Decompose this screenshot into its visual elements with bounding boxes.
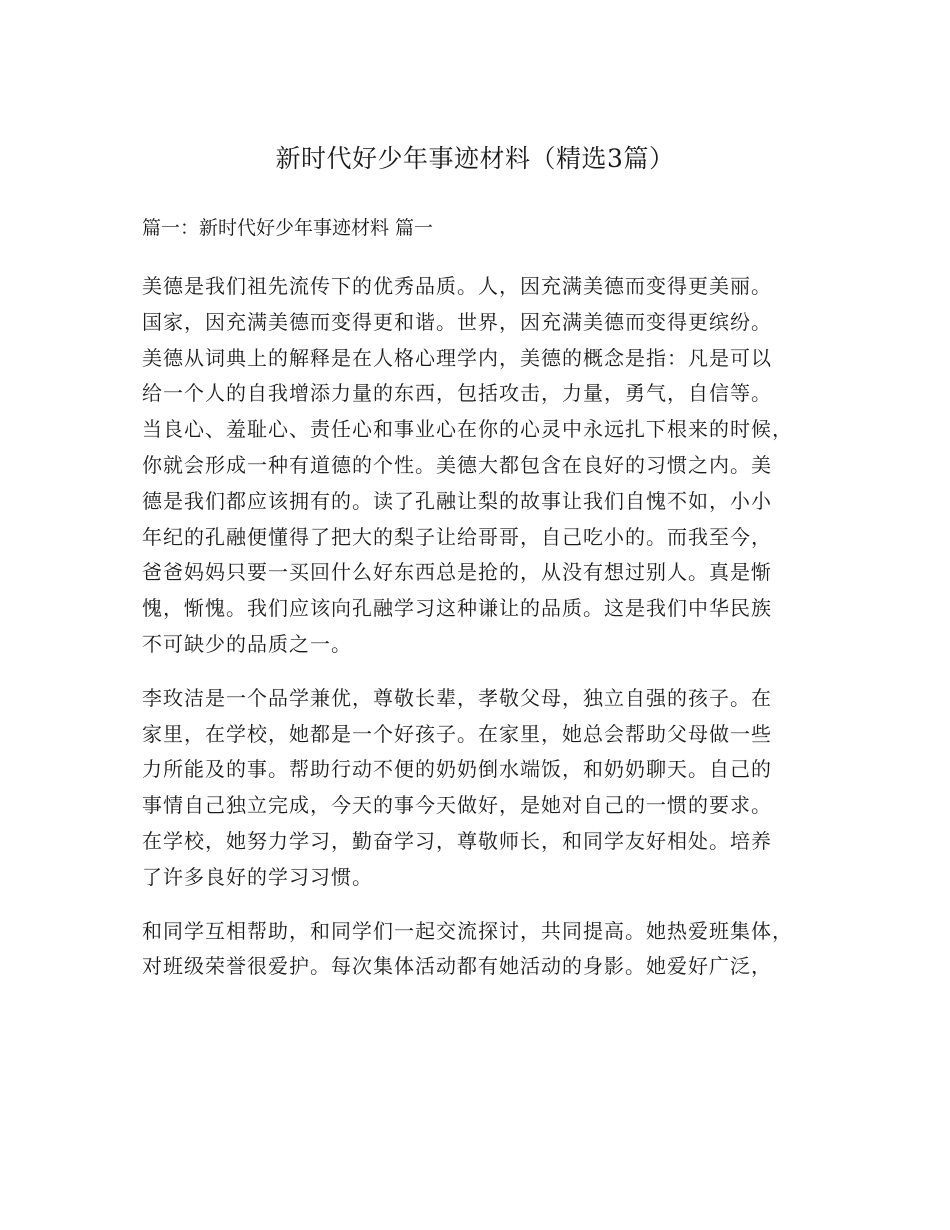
text-line: 德是我们都应该拥有的。读了孔融让梨的故事让我们自愧不如，小小 [142,488,772,513]
text-line: 不可缺少的品质之一。 [142,631,352,656]
text-line: 了许多良好的学习习惯。 [142,864,373,889]
text-line: 国家，因充满美德而变得更和谐。世界，因充满美德而变得更缤纷。 [142,309,772,334]
document-title: 新时代好少年事迹材料（精选3篇） [275,144,675,173]
text-line: 和同学互相帮助，和同学们一起交流探讨，共同提高。她热爱班集体， [142,918,793,943]
text-line: 美德是我们祖先流传下的优秀品质。人，因充满美德而变得更美丽。 [142,274,772,298]
text-line: 愧，惭愧。我们应该向孔融学习这种谦让的品质。这是我们中华民族 [142,596,772,621]
document-body [142,269,826,1003]
section-heading: 篇一：新时代好少年事迹材料 篇一 [142,217,434,239]
paragraph-1 [142,269,826,663]
text-line: 年纪的孔融便懂得了把大的梨子让给哥哥，自己吃小的。而我至今， [142,524,772,549]
text-line: 事情自己独立完成，今天的事今天做好，是她对自己的一惯的要求。 [142,793,772,818]
text-line: 给一个人的自我增添力量的东西，包括攻击，力量，勇气，自信等。 [142,381,772,406]
text-line: 爸爸妈妈只要一买回什么好东西总是抢的，从没有想过别人。真是惭 [142,560,772,585]
text-line: 美德从词典上的解释是在人格心理学内，美德的概念是指：凡是可以 [142,345,772,370]
paragraph-3 [142,914,826,986]
text-line: 李玫洁是一个品学兼优，尊敬长辈，孝敬父母，独立自强的孩子。在 [142,685,772,710]
text-line: 在学校，她努力学习，勤奋学习，尊敬师长，和同学友好相处。培养 [142,828,772,853]
text-line: 你就会形成一种有道德的个性。美德大都包含在良好的习惯之内。美 [142,452,772,477]
paragraph-2 [142,681,826,896]
text-line: 对班级荣誉很爱护。每次集体活动都有她活动的身影。她爱好广泛， [142,954,772,979]
text-line: 当良心、羞耻心、责任心和事业心在你的心灵中永远扎下根来的时候， [142,417,793,442]
text-line: 家里，在学校，她都是一个好孩子。在家里，她总会帮助父母做一些 [142,721,772,746]
text-line: 力所能及的事。帮助行动不便的奶奶倒水端饭，和奶奶聊天。自己的 [142,757,772,782]
